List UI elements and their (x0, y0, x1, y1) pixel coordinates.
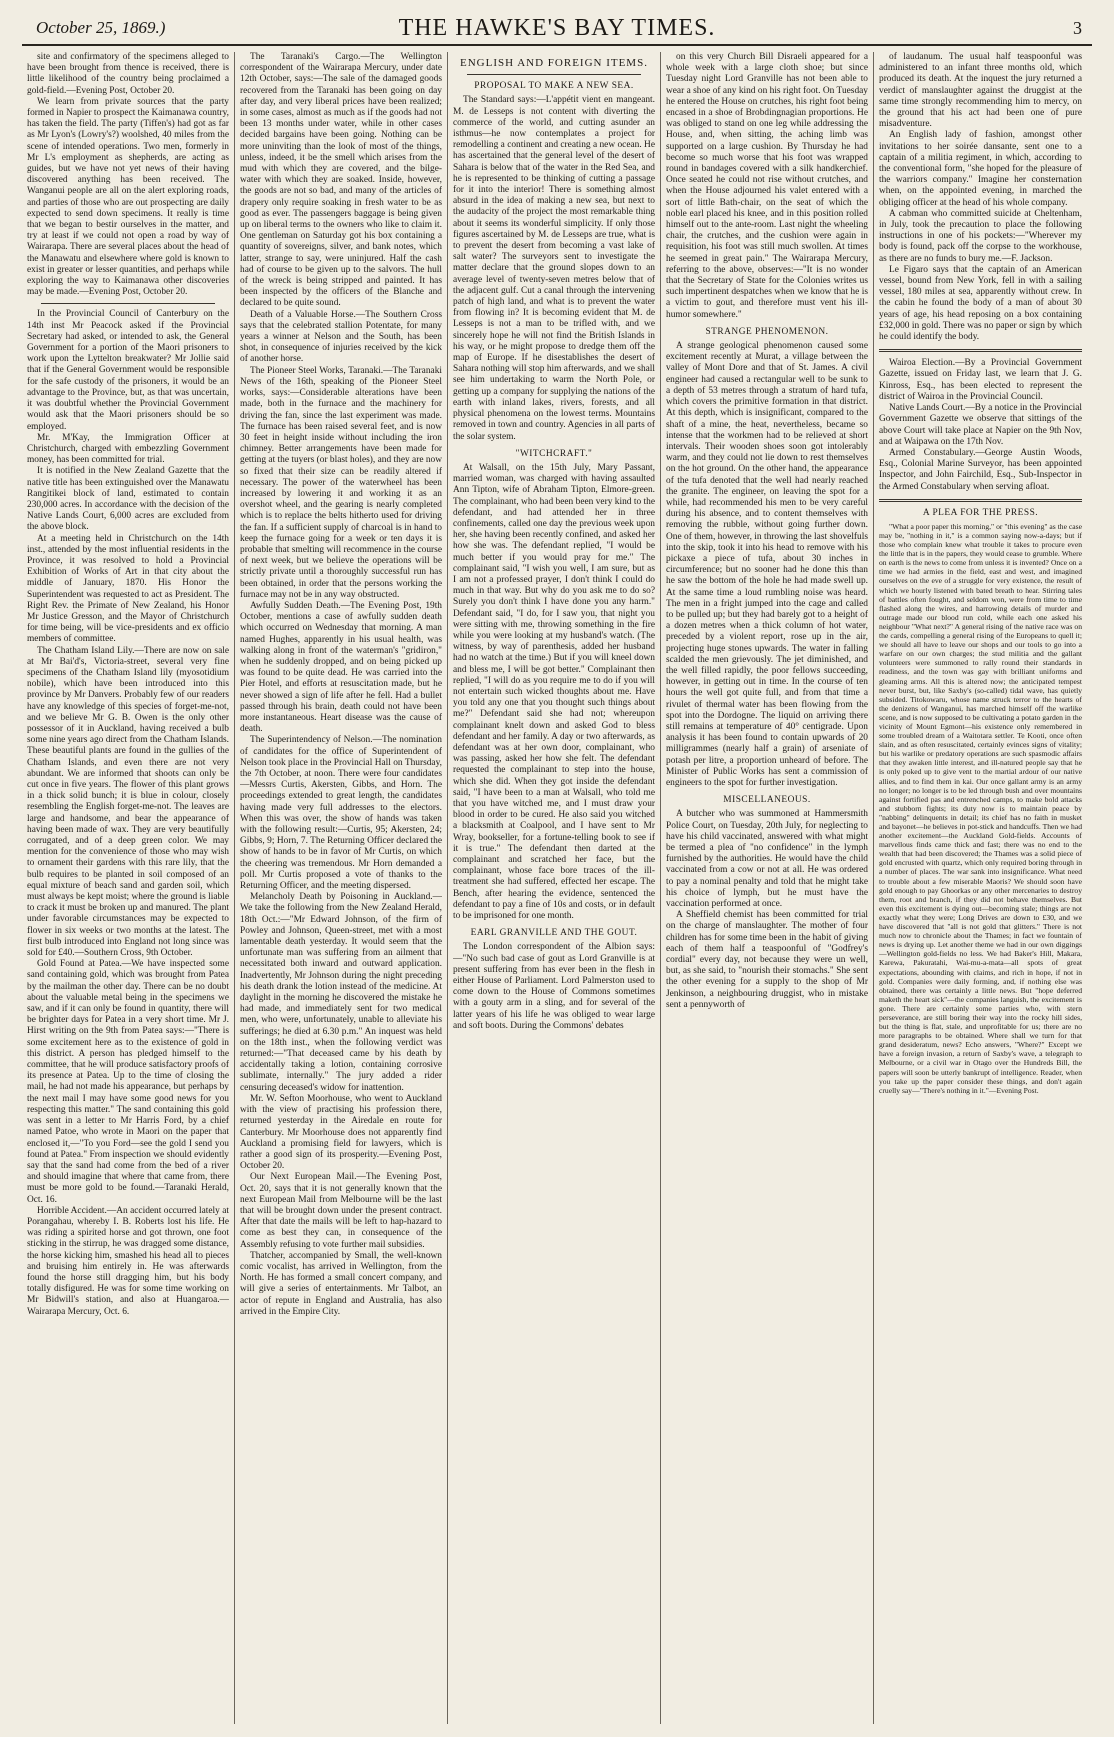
article-paragraph: The London correspondent of the Albion says:—"No such bad case of gout as Lord Granville is at present suffering from has ever been in the flesh in either House of Parliament. Lord Palmerston used to come down to the House of Commons sometimes with a gouty arm in a sling, and for several of the latter years of his life he was obliged to wear large and soft boots. During the Commons' debates (453, 942, 655, 1031)
article-paragraph: The Superintendency of Nelson.—The nomination of candidates for the office of Superintendent of Nelson took place in the Provincial Hall on Thursday, the 7th October, at noon. There were four candidates—Messrs Curtis, Akersten, Gibbs, and Horn. The proceedings extended to great length, the candidates having made very full addresses to the electors. When this was over, the show of hands was taken with the following result:—Curtis, 95; Akersten, 24; Gibbs, 9; Horn, 7. The Returning Officer declared the show of hands to be in favor of Mr Curtis, on which the cheering was tremendous. Mr Horn demanded a poll. Mr Curtis proposed a vote of thanks to the Returning Officer, and the meeting dispersed. (240, 735, 442, 892)
article-heading: EARL GRANVILLE AND THE GOUT. (470, 928, 638, 939)
page-number: 3 (1073, 18, 1082, 38)
column-3-body (453, 52, 655, 1724)
article-paragraph: Wairoa Election.—By a Provincial Government Gazette, issued on Friday last, we learn that J. G. Kinross, Esq., has been elected to represent the district of Wairoa in the Provincial Council. (879, 358, 1082, 402)
article-paragraph: We learn from private sources that the party formed in Napier to prospect the Kaimanawa country, has taken the field. The party (Tiffen's) had got as far as Mr Lyon's (Lowry's?) woolshed, 40 miles from the scene of intended operations. Two men, formerly in Mr L's employment as shepherds, are acting as guides, but we have not yet news of their having discovered anything has been received. The Wanganui people are all on the alert exploring roads, and parties of those who are out prospecting are daily expected to send down specimens. It really is time that we began to bestir ourselves in the matter, and try at least if we could not open a road by way of Wairarapa. There are several places about the head of the Manawatu and elsewhere where gold is known to exist in greater or lesser quantities, and perhaps while exploring the way to Kaimanawa other discoveries may be made.—Evening Post, October 20. (27, 96, 229, 298)
article-paragraph: At a meeting held in Christchurch on the 14th inst., attended by the most influential residents in the Province, it was resolved to hold a Provincial Exhibition of Works of Art in that city about the middle of January, 1870. His Honor the Superintendent was requested to act as President. The Right Rev. the Primate of New Zealand, his Honor Mr Justice Gresson, and the Mayor of Christchurch for time being, will be vice-presidents and ex officio members of committee. (27, 533, 229, 645)
article-heading: STRANGE PHENOMENON. (705, 326, 829, 337)
article-paragraph: Native Lands Court.—By a notice in the Provincial Government Gazette we observe that sittings of the above Court will take place at Napier on the 9th Nov, and at Waipawa on the 17th Nov. (879, 403, 1082, 447)
article-paragraph: of laudanum. The usual half teaspoonful was administered to an infant three months old, which produced its death. At the inquest the jury returned a verdict of manslaughter against the druggist at the same time strongly recommending him to mercy, on the ground that his act had been one of pure misadventure. (879, 52, 1082, 130)
divider (41, 303, 215, 304)
article-heading: A PLEA FOR THE PRESS. (922, 507, 1039, 518)
article-paragraph: A Sheffield chemist has been committed for trial on the charge of manslaughter. The mother of four children has for some time been in the habit of giving each of them half a teaspoonful of "Godfrey's cordial" every day, not because they were un well, but, as she said, to "nourish their stomachs." She sent the other evening for a supply to the shop of Mr Jenkinson, a neighbouring druggist, who in mistake sent a pennyworth of (666, 910, 868, 1010)
article-paragraph: Gold Found at Patea.—We have inspected some sand containing gold, which was brought from Patea by the mailman the other day. There can be no doubt about the valuable metal being in the specimens we saw, and if it can only be found in quantity, there will be brighter days for Patea in a very short time. Mr J. Hirst writing on the 9th from Patea says:—"There is some excitement here as to the existence of gold in this district. A person has pledged himself to the committee, that he will produce satisfactory proofs of its presence at Patea. Up to the time of closing the mail, he had not made his appearance, but perhaps by the next mail I may have some good news for you respecting this matter." The sand containing this gold was sent in a letter to Mr Harris Ford, by a chief named Patoe, who wrote in Maori on the paper that enclosed it,—"To you Ford—see the gold I send you found at Patea." From inspection we should evidently say that the sand had come from the bed of a river and should imagine that where that came from, there must be more gold to be found.—Taranaki Herald, Oct. 16. (27, 959, 229, 1205)
divider (879, 499, 1082, 502)
article-paragraph: A strange geological phenomenon caused some excitement recently at Murat, a village between the valley of Mont Dore and that of St. James. A civil engineer had caused a rectangular well to be sunk to a depth of 53 metres through a stratum of hard tufa, which covers the primitive formation in that district. At this depth, which is insignificant, compared to the shaft of a mine, the heat, nevertheless, became so intense that the workmen had to be relieved at short intervals. Their wooden shoes soon got intolerably warm, and they could not lie down to rest themselves on the hot ground. On the other hand, the appearance of the tufa denoted that the well had nearly reached the granite. The engineer, on leaving the spot for a while, had recommended his men to be very careful during his absence, and to content themselves with removing the rubble, without going further down. One of them, however, in throwing the last shovelfuls into the skip, took it into his head to remove with his pickaxe a piece of tufa, about 30 inches in circumference; but no sooner had he done this than he saw the bottom of the hole he had made swell up. At the same time a loud rumbling noise was heard. The men in a fright jumped into the cage and called to be pulled up; but they had barely got to a height of a dozen metres when a thick column of hot water, preceded by a violent report, rose up in the air, projecting huge stones upwards. The water in falling scalded the men grievously. The jet diminished, and the well filled rapidly, the poor fellows succeeding, however, in getting out in time. In the course of ten hours the well got quite full, and from that time a rivulet of thermal water has been flowing from the spot into the Dordogne. The liquid on arriving there still remains at temperature of 40° centigrade. Upon analysis it has been found to contain upwards of 20 milligrammes (nearly half a grain) of arseniate of potash per litre, a proportion unheard of before. The Minister of Public Works has sent a commission of engineers to the spot for further investigation. (666, 341, 868, 788)
divider (879, 349, 1082, 352)
article-paragraph: The Standard says:—L'appétit vient en mangeant. M. de Lesseps is not content with diverting the commerce of the world, and cutting asunder an isthmus—he now contemplates a project for remodelling a continent and creating a new ocean. He has ascertained that the general level of the desert of Sahara is below that of the water in the Red Sea, and he is represented to be thinking of cutting a passage for it into the interior! There is something almost absurd in the idea of making a new sea, but next to the audacity of the project the most remarkable thing about it seems its wonderful simplicity. If only those figures ascertained by M. de Lesseps are true, what is to prevent the desert from becoming a vast lake of salt water? The surveyors sent to investigate the matter declare that the ground slopes down to an average level of twenty-seven metres below that of the adjacent gulf. Cut a canal through the intervening patch of high land, and what is to prevent the water from flowing in? It is becoming evident that M. de Lesseps is not a man to be trifled with, and we sincerely hope he will not find the British Islands in his way, or he might propose to dredge them off the map of Europe. If he disestablishes the desert of Sahara nothing will stop him afterwards, and we shall see him undertaking to warm the North Pole, or getting up a company for supplying the nations of the earth with inland lakes, rivers, forests, and all physical phenomena on the lowest terms. Mountains removed in town and country. Agencies in all parts of the solar system. (453, 95, 655, 442)
article-paragraph: "What a poor paper this morning," or "this evening" as the case may be, "nothing in it," is a common saying now-a-days; but if those who complain knew what trouble it takes to procure even the little that is in the papers, they would cease to grumble. Where on earth is the news to come from unless it is invented? Once on a time we had armies in the field, east and west, and imagined ourselves on the eve of a struggle for very existence, the result of which we hourly listened with bated breath to hear. Stirring tales of battles often fought, and seldom won, were from time to time flashed along the wires, and harrowing details of murder and outrage made our blood run cold, while each one asked his neighbour "What next?" A general rising of the native race was on the cards, compelling a general rising of the Europeans to quell it; we should all have to leave our shops and our tools to go into a warfare on our own charges; the stud militia and the gallant volunteers were summoned to rally round their standards in readiness, and the town was gay with brilliant uniforms and gleaming arms. All this is altered now; the anticipated tempest never burst, but, like Saxby's (so-called) tidal wave, has quietly subsided. Titokowaru, whose name struck terror to the hearts of the denizens of Wanganui, has marched himself off the warlike scene, and is now supposed to be cultivating a potato garden in the vicinity of Mount Egmont—his existence only remembered in some troubled dream of a Waitotara settler. Te Kooti, once often slain, and as often resuscitated, certainly evinces signs of vitality; but his warlike or predatory operations are such spasmodic affairs that they awaken little interest, and ill-natured people say that he is only poked up to give vent to the martial ardour of our native allies, and to find them in kai. Our once gallant army is an army no longer; no longer is to be led through bush and over mountains against fortified pas and entrenched camps, to make bold attacks and stubborn fights; its duty now is to maintain peace by "nabbing" delinquents in detail; its chief has no faith in musket and bayonet—he believes in pot-stick and handcuffs. Then we had another excitement—the Auckland Gold-fields. Accounts of marvellous finds came thick and fast; there was no end to the wealth that had been discovered; the Thames was a solid piece of gold encrusted with quartz, which only required boring through in a number of places. The war sank into insignificance. What need to trouble about a few miserable Maoris? We should soon have gold enough to pay Ghoorkas or any other mercenaries to destroy them, root and branch, if they did not behave themselves. But even this excitement is dying out—becoming stale; things are not exactly what they were; Long Drives are down to £30, and we have discovered that "all is not gold that glitters." There is not much now to chronicle about the Thames; in fact we fountain of news is drying up. Let another theme we had in our own diggings—Wellington gold-fields no less. We had Baker's Hill, Makara, Karewa, Pakuratahi, Wai-mu-a-mata—all spots of great expectations, abounding with claims, and rich in hope, if not in gold. Companies were daily forming, and, if nothing else was obtained, there was certainly a little news. But "hope deferred maketh the heart sick"—the companies languish, the excitement is gone. There are certainly some parties who, with stern perseverance, are still boring their way into the rocky hill sides, but the thing is flat, stale, and unprofitable for us; there are no more paragraphs to be obtained. Where shall we turn for that grand desideratum, news? Echo answers, "Where?" Except we have a foreign invasion, a return of Saxby's wave, a telegraph to Melbourne, or a civil war in Otago over the Hundreds Bill, the papers will soon be utterly bankrupt of intelligence. Reader, when you take up the paper consider these things, and don't again cruelly say—"There's nothing in it."—Evening Post. (879, 521, 1082, 1095)
article-paragraph: Melancholy Death by Poisoning in Auckland.—We take the following from the New Zealand Herald, 18th Oct.:—"Mr Edward Johnson, of the firm of Powley and Johnson, Queen-street, met with a most lamentable death yesterday. It would seem that the unfortunate man was suffering from an ailment that necessitated both inward and outward application. Inadvertently, Mr Johnson during the night preceding his death drank the lotion instead of the medicine. At daylight in the morning he discovered the mistake he had made, and immediately sent for two medical men, who were, unfortunately, unable to alleviate his sufferings; he died at 6.30 p.m." An inquest was held on the 18th inst., when the following verdict was returned:—"That deceased came by his death by accidentally taking a lotion, containing corrosive sublimate, internally." The jury added a rider censuring deceased's widow for inattention. (240, 892, 442, 1093)
column-1 (22, 52, 235, 1724)
article-paragraph: A cabman who committed suicide at Cheltenham, in July, took the precaution to place the following instructions in one of his pockets:—"Wherever my body is found, pack off the corpse to the workhouse, as there are no funds to bury me.—F. Jackson. (879, 208, 1082, 264)
column-3 (448, 52, 661, 1724)
article-paragraph: The Pioneer Steel Works, Taranaki.—The Taranaki News of the 16th, speaking of the Pioneer Steel works, says:—Considerable alterations have been made, both in the furnace and the machinery for driving the fan, since the last experiment was made. The furnace has been raised several feet, and is now 30 feet in height inside without including the iron chimney. Better arrangements have been made for getting at the tuyers (or blast holes), and they are now so fixed that their size can be readily altered if necessary. The power of the waterwheel has been increased by lowering it and working it as an overshot wheel, and the gearing is nearly completed which is to replace the belts hitherto used for driving the fan. If a sufficient supply of charcoal is in hand to keep the furnace going for a week or ten days it is probable that smelting will recommence in the course of next week, but we believe the operations will be strictly private until a thoroughly successful run has been obtained, in order that the persons working the furnace may not be in any way obstructed. (240, 365, 442, 600)
column-2 (235, 52, 448, 1724)
article-paragraph: Thatcher, accompanied by Small, the well-known comic vocalist, has arrived in Wellington, from the North. He has formed a small concert company, and will give a series of entertainments. Mr Talbot, an actor of repute in England and Australia, has also arrived in the Empire City. (240, 1250, 442, 1317)
article-paragraph: Mr. W. Sefton Moorhouse, who went to Auckland with the view of practising his profession there, returned yesterday in the Airedale en route for Canterbury. Mr Moorhouse does not apparently find Auckland a promising field for lawyers, which is rather a good sign of its prosperity.—Evening Post, October 20. (240, 1093, 442, 1172)
article-paragraph: Awfully Sudden Death.—The Evening Post, 19th October, mentions a case of awfully sudden death which occurred on Wednesday that morning. A man named Hughes, apparently in his usual health, was walking along in front of the waterman's "gridiron," when he suddenly dropped, and on being picked up was found to be quite dead. He was carried into the Pier Hotel, and efforts at resuscitation made, but he never showed a sign of life after he fell. Had a bullet passed through his brain, death could not have been more instantaneous. Heart disease was the cause of death. (240, 600, 442, 735)
column-4-body (666, 52, 868, 1724)
article-heading: "WITCHCRAFT." (515, 448, 593, 459)
masthead (22, 14, 1092, 46)
column-5-body (879, 52, 1082, 1724)
section-heading: ENGLISH AND FOREIGN ITEMS. (460, 57, 648, 69)
article-paragraph: Our Next European Mail.—The Evening Post, Oct. 20, says that it is not generally known that the next European Mail from Melbourne will be the last that will be brought down under the present contract. After that date the mails will be left to hap-hazard to come as best they can, in consequence of the Assembly refusing to vote further mail subsidies. (240, 1172, 442, 1250)
article-paragraph: The Taranaki's Cargo.—The Wellington correspondent of the Wairarapa Mercury, under date 12th October, says:—The sale of the damaged goods recovered from the Taranaki has been going on day after day, and very liberal prices have been realized; in some cases, almost as much as if the goods had not been 13 months under water, while in other cases decided bargains have been going. Nothing can be more uninviting than the look of most of the things, unless, indeed, it be the smell which arises from the mud with which they are covered, and the bilge-water with which they are soaked. Inside, however, the goods are not so bad, and many of the articles of drapery only require soaking in fresh water to be as good as ever. The passengers baggage is being given up on liberal terms to the owners who like to claim it. One gentleman on Saturday got his box containing a quantity of sovereigns, silver, and bank notes, which latter, strange to say, were uninjured. Half the cash had of course to be given up to the salvors. The hull of the wreck is being stripped and painted. It has been inspected by the officers of the Blanche and declared to be quite sound. (240, 52, 442, 309)
column-1-body (27, 52, 229, 1724)
issue-date: October 25, 1869.) (36, 18, 166, 37)
article-paragraph: on this very Church Bill Disraeli appeared for a whole week with a large cloth shoe; but since Tuesday night Lord Granville has not been able to wear a shoe of any kind on his right foot. On Tuesday he entered the House on crutches, his right foot being encased in a shoe of Brobdingnagian proportions. He was obliged to stand on one leg while addressing the House, and, when sitting, the aching limb was supported on a large cushion. By Thursday he had become so much worse that his foot was wrapped round in bandages covered with a silk handkerchief. Once seated he could not rise without crutches, and when the House adjourned his valet entered with a sort of little Bath-chair, on the seat of which the noble earl placed his knee, and in this position rolled himself out to the ante-room. Last night the wheeling chair, the crutches, and the cushion were again in requisition, his foot was still much swollen. At times he seemed in great pain." The Wairarapa Mercury, referring to the above, observes:—"It is no wonder that the Secretary of State for the Colonies writes us such impertinent despatches when we know that he is a victim to gout, and therefore must vent his ill-humor somewhere." (666, 52, 868, 320)
article-paragraph: site and confirmatory of the specimens alleged to have been brought from thence is received, there is little likelihood of the country being proclaimed a gold-field.—Evening Post, October 20. (27, 52, 229, 96)
divider (467, 74, 641, 75)
article-paragraph: In the Provincial Council of Canterbury on the 14th inst Mr Peacock asked if the Provincial Secretary had asked, or intended to ask, the General Government for a portion of the Maori prisoners to work upon the Lyttelton breakwater? Mr Jollie said that if the General Government would be responsible for the safe custody of the prisoners, it would be an advantage to the Province, but, as that was uncertain, it was doubtful whether the Provincial Government would ask that the Maori prisoners should be so employed. (27, 309, 229, 432)
article-heading: PROPOSAL TO MAKE A NEW SEA. (474, 81, 634, 92)
article-paragraph: An English lady of fashion, amongst other invitations to her soirée dansante, sent one to a captain of a militia regiment, in which, according to the conventional form, "she hoped for the pleasure of the warriors company." Imagine her consternation when, on the appointed evening, in marched the obliging officer at the head of his whole company. (879, 130, 1082, 208)
article-paragraph: Armed Constabulary.—George Austin Woods, Esq., Colonial Marine Surveyor, has been appointed Inspector, and John Fairchild, Esq., Sub-Inspector in the Armed Constabulary when serving afloat. (879, 447, 1082, 492)
column-2-body (240, 52, 442, 1724)
article-paragraph: Le Figaro says that the captain of an American vessel, bound from New York, fell in with a sailing vessel, 180 miles at sea, apparently without crew. In the cabin he found the body of a man of about 30 years of age, his head reposing on a box containing £32,000 in gold. There was no paper or sign by which he could identify the body. (879, 264, 1082, 343)
article-heading: MISCELLANEOUS. (723, 795, 811, 806)
columns (22, 52, 1092, 1724)
article-paragraph: Mr. M'Kay, the Immigration Officer at Christchurch, charged with embezzling Government money, has been committed for trial. (27, 432, 229, 466)
article-paragraph: At Walsall, on the 15th July, Mary Passant, married woman, was charged with having assaulted Ann Tipton, wife of Abraham Tipton, Elmore-green. The complainant, who had been been very kind to the defendant, and had attended her in three confinements, called one day the previous week upon her, she having been recently confined, and asked her how she was. The defendant replied, "I would be much better if you would pray for me." The complainant said, "I wish you well, I am sure, but as I am not a professed prayer, I don't think I could do much in that way. But why do you ask me to do so? Surely you don't think I have done you any harm." Defendant said, "I do, for I saw you, that night you were sitting with me, throwing something in the fire while you were looking at my husband's watch. (The witness, by way of parenthesis, added her husband had no watch at the time.) But if you will kneel down and bless me, I will be got better." Complainant then replied, "I will do as you require me to do if you will not entertain such wicked thoughts about me. Have you told any one that you thought such things about me?" Defendant said she had not; whereupon complainant knelt down and asked God to bless defendant and her family. A day or two afterwards, as defendant was at her own door, complainant, who was passing, asked her how she felt. The defendant requested the complainant to step into the house, which she did. When they got inside the defendant said, "I have been to a man at Walsall, who told me that you have witched me, and I must draw your blood in order to be cured. He also said you witched a blacksmith at Coalpool, and I have sent to Mr Wray, bookseller, for a fortune-telling book to see if it is true." The defendant then darted at the complainant and scratched her face, but the complainant, whose face bore traces of the ill-treatment she had suffered, effected her escape. The Bench, after hearing the evidence, sentenced the defendant to pay a fine of 10s and costs, or in default to be imprisoned for one month. (453, 462, 655, 922)
article-paragraph: Death of a Valuable Horse.—The Southern Cross says that the celebrated stallion Potentate, for many years a winner at Nelson and the South, has been shot, in consequence of injuries received by the kick of another horse. (240, 309, 442, 365)
column-4 (661, 52, 874, 1724)
article-paragraph: A butcher who was summoned at Hammersmith Police Court, on Tuesday, 20th July, for neglecting to have his child vaccinated, answered with what might be termed a plea of "no confidence" in the lymph furnished by the authorities. He would have the child vaccinated from a cow or not at all. He was ordered to pay a nominal penalty and told that he might take his choice of lymph, but he must have the vaccination performed at once. (666, 809, 868, 910)
article-paragraph: It is notified in the New Zealand Gazette that the native title has been extinguished over the Manawatu Rangitikei block of land, estimated to contain 230,000 acres. In accordance with the decision of the Native Lands Court, 6,000 acres are excluded from the above block. (27, 466, 229, 533)
article-paragraph: The Chatham Island Lily.—There are now on sale at Mr Bai'd's, Victoria-street, several very fine specimens of the Chatham Island lily (myosotidium nobile), which have been introduced into this province by Mr Danvers. Probably few of our readers have any knowledge of this species of forget-me-not, and we believe Mr G. B. Owen is the only other possessor of it in Auckland, having received a bulb some nine years ago direct from the Chatham Islands. These beautiful plants are found in the gullies of the Chatham Islands, and even there are not very abundant. We are informed that shoots can only be cut once in five years. The flower of this plant grows in a thick solid bunch; it is blue in colour, closely resembling the English forget-me-not. The leaves are large and handsome, and bear the appearance of having been made of wax. They are very beautifully corrugated, and of a deep green color. We may mention for the convenience of those who may wish to ornament their gardens with this rare lily, that the bulb requires to be planted in soil composed of an equal mixture of beach sand and garden soil, which must always be kept moist; where the ground is liable to crack it must be broken up and manured. The plant under favorable circumstances may be expected to flower in six weeks or two months at the latest. The first bulb introduced into England not long since was sold for £40.—Southern Cross, 9th October. (27, 645, 229, 959)
column-5 (874, 52, 1087, 1724)
newspaper-title: THE HAWKE'S BAY TIMES. (398, 15, 716, 41)
article-paragraph: Horrible Accident.—An accident occurred lately at Porangahau, whereby I. B. Roberts lost his life. He was riding a spirited horse and got thrown, one foot sticking in the stirrup, he was dragged some distance, the horse kicking him, smashed his head all to pieces and bruising him entirely in. He was afterwards found the horse still dragging him, but his body totally disfigured. He was for some time working on Mr Bidwill's station, and also at Huangaroa.—Wairarapa Mercury, Oct. 6. (27, 1205, 229, 1317)
